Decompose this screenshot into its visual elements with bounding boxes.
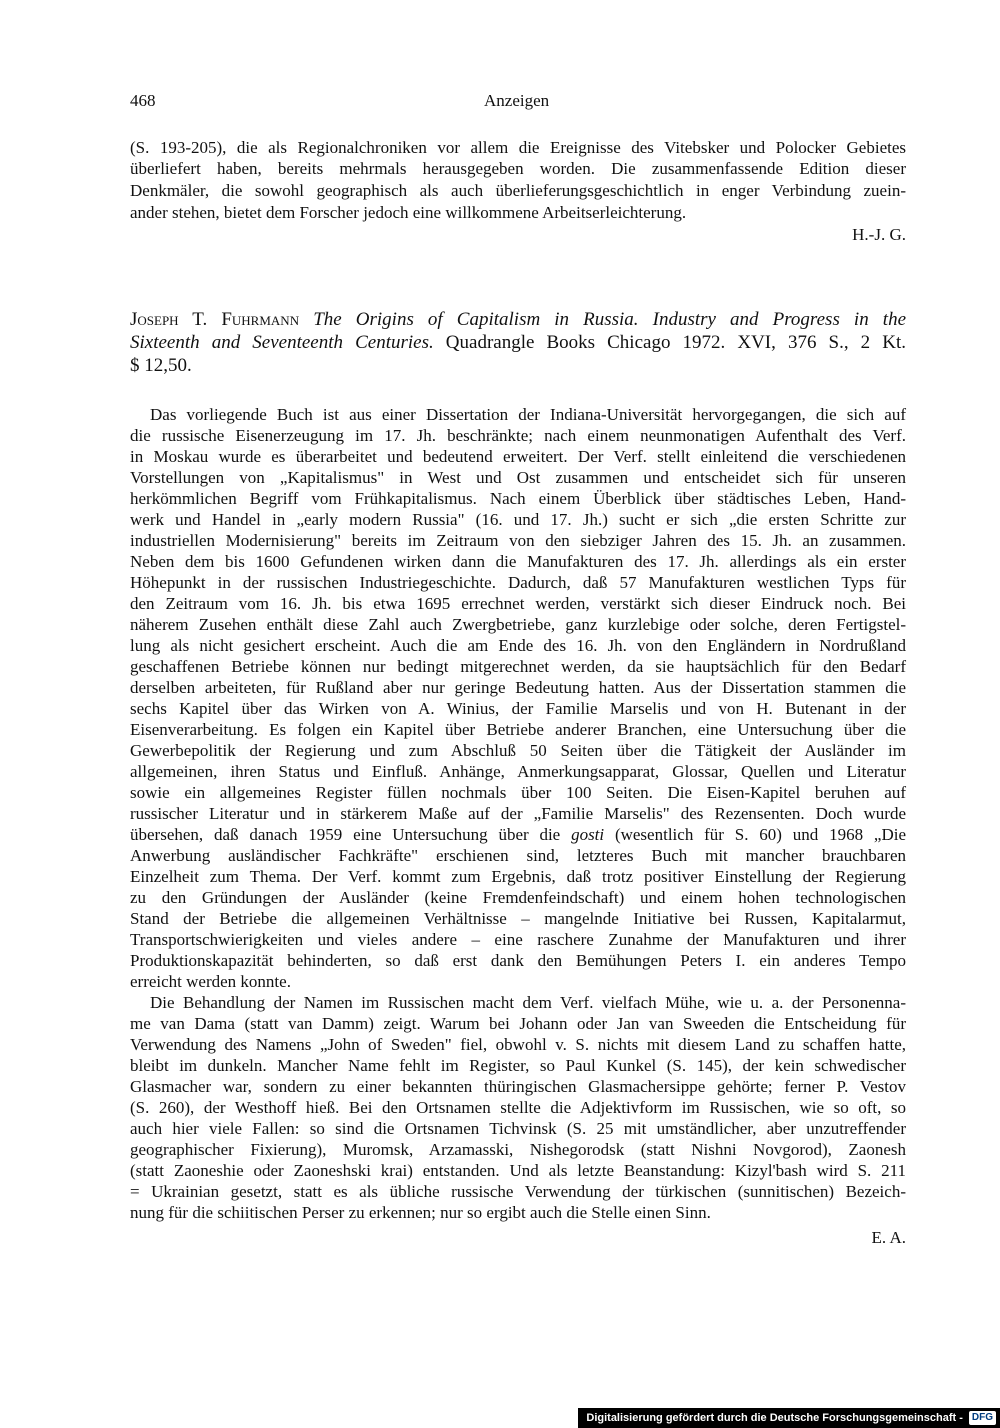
text-line: lung als nicht gesichert erscheint. Auch die am Ende des 16. Jh. von den Engländern in Nordrußland: [130, 636, 906, 655]
book-title-cont: Sixteenth and Seventeenth Centuries.: [130, 332, 434, 353]
text-line: Neben dem bis 1600 Gefundenen wirken dann die Manufakturen des 17. Jh. allerdings als ein erster: [130, 552, 906, 571]
text-line: me van Dama (statt van Damm) zeigt. Warum bei Johann oder Jan van Sweeden die Entscheidung für: [130, 1014, 906, 1033]
book-price: $ 12,50.: [130, 355, 192, 376]
book-imprint: Quadrangle Books Chicago 1972. XVI, 376 S., 2 Kt.: [445, 332, 906, 353]
dfg-logo: DFG: [969, 1411, 996, 1425]
text-line: Eisenverarbeitung. Es folgen ein Kapitel über Betriebe anderer Branchen, eine Untersuchung über die: [130, 720, 906, 739]
text-line: = Ukrainian gesetzt, statt es als übliche russische Verwendung der türkischen (sunnitischen) Bezeich-: [130, 1182, 906, 1201]
text-line: Gewerbepolitik der Regierung und zum Abschluß 50 Seiten über die Tätigkeit der Ausländer im: [130, 741, 906, 760]
reviewer-signature: E. A.: [871, 1228, 906, 1247]
text-line: den Zeitraum vom 16. Jh. bis etwa 1695 errechnet werden, verstärkt sich dieser Eindruck noch. Bei: [130, 594, 906, 613]
text-line: ander stehen, bietet dem Forscher jedoch eine willkommene Arbeitserleichterung.: [130, 203, 687, 222]
page-number: 468: [130, 91, 156, 110]
text-line: geographischer Fixierung), Muromsk, Arzamasski, Nishegorodsk (statt Nishni Novgorod), Zaonesh: [130, 1140, 906, 1159]
text-line: (S. 260), der Westhoff hieß. Bei den Ortsnamen stellte die Adjektivform im Russischen, wie so oft, so: [130, 1098, 906, 1117]
text-line: (statt Zaoneshie oder Zaoneshski krai) entstanden. Und als letzte Beanstandung: Kizyl'bash wird S. 211: [130, 1161, 906, 1180]
text-line: Vorstellungen von „Kapitalismus" in West und Ost zusammen und entscheidet sich für unseren: [130, 468, 906, 487]
book-title: The Origins of Capitalism in Russia. Industry and Progress in the: [313, 309, 907, 330]
text-line: werk und Handel in „early modern Russia" (16. und 17. Jh.) sucht er sich „die ersten Schritte zur: [130, 510, 906, 529]
book-author: Joseph T. Fuhrmann: [130, 309, 300, 330]
italic-term: gosti: [571, 825, 605, 844]
text-line: Denkmäler, die sowohl geographisch als auch überlieferungsgeschichtlich in enger Verbindung zuein-: [130, 181, 906, 200]
text-line: Transportschwierigkeiten und vieles andere – eine raschere Zunahme der Manufakturen und ihrer: [130, 930, 906, 949]
text-line: näherem Zusehen enthält diese Zahl auch Zwergbetriebe, ganz kurzlebige oder solche, deren Fertigstel-: [130, 615, 906, 634]
heading-line: [130, 308, 906, 332]
text-line: (S. 193-205), die als Regionalchroniken vor allem die Ereignisse des Vitebsker und Polocker Gebietes: [130, 138, 906, 157]
text-line: zu den Gründungen der Ausländer (keine Fremdenfeindschaft) und einem hohen technologischen: [130, 888, 906, 907]
text-line: geschaffenen Betriebe können nur bedingt mitgerechnet werden, da sie hauptsächlich für den Bedarf: [130, 657, 906, 676]
text-line: [130, 824, 906, 845]
text-line: auch hier viele Fallen: so sind die Ortsnamen Tichvinsk (S. 25 mit umständlicher, aber unzutreffender: [130, 1119, 906, 1138]
text-line: Verwendung des Namens „John of Sweden" fiel, obwohl v. S. nichts mit diesem Land zu schaffen hatte,: [130, 1035, 906, 1054]
text-line: derselben arbeiteten, für Rußland aber nur geringe Bedeutung hatten. Aus der Dissertation stammen die: [130, 678, 906, 697]
text-line: Anwerbung ausländischer Fachkräfte" erschienen sind, letzteres Buch mit mancher brauchbaren: [130, 846, 906, 865]
text-line: Glasmacher war, sondern zu einer bekannten thüringischen Glasmachersippe gehörte; ferner P. Vestov: [130, 1077, 906, 1096]
text-line: Die Behandlung der Namen im Russischen macht dem Verf. vielfach Mühe, wie u. a. der Personenna-: [150, 993, 906, 1012]
text-line: Stand der Betriebe die allgemeinen Verhältnisse – mangelnde Initiative bei Russen, Kapitalarmut,: [130, 909, 906, 928]
text-line: bleibt im dunkeln. Mancher Name fehlt im Register, so Paul Kunkel (S. 145), der kein schwedischer: [130, 1056, 906, 1075]
running-head: Anzeigen: [484, 91, 550, 110]
text-fragment: übersehen, daß danach 1959 eine Untersuchung über die: [130, 825, 561, 844]
text-line: Einzelheit zum Thema. Der Verf. kommt zum Ergebnis, daß trotz positiver Einstellung der Regierung: [130, 867, 906, 886]
text-line: erreicht werden konnte.: [130, 972, 291, 991]
text-line: Das vorliegende Buch ist aus einer Dissertation der Indiana-Universität hervorgegangen, die sich auf: [150, 405, 906, 424]
text-line: allgemeinen, ihren Status und Einfluß. Anhänge, Anmerkungsapparat, Glossar, Quellen und Literatur: [130, 762, 906, 781]
text-line: russischer Literatur und in stärkerem Maße auf der „Familie Marselis" des Rezensenten. Doch wurde: [130, 804, 906, 823]
footer-text: Digitalisierung gefördert durch die Deutsche Forschungsgemeinschaft -: [586, 1412, 963, 1424]
heading-line: [130, 331, 906, 355]
text-fragment: (wesentlich für S. 60) und 1968 „Die: [614, 825, 907, 844]
text-line: industriellen Modernisierung" bereits im Zeitraum von den siebziger Jahren des 15. Jh. an zusammen.: [130, 531, 906, 550]
text-line: Produktionskapazität behinderten, so daß erst dank den Bemühungen Peters I. ein anderes Tempo: [130, 951, 906, 970]
text-line: sechs Kapitel über das Wirken von A. Winius, der Familie Marselis und von H. Butenant in der: [130, 699, 906, 718]
text-line: Höhepunkt in der russischen Industriegeschichte. Dadurch, daß 57 Manufakturen westlichen Typs für: [130, 573, 906, 592]
text-line: die russische Eisenerzeugung im 17. Jh. beschränkte; nach einem neunmonatigen Aufenthalt des Verf.: [130, 426, 906, 445]
text-line: sowie ein allgemeines Register füllen nochmals über 100 Seiten. Die Eisen-Kapitel beruhen auf: [130, 783, 906, 802]
text-line: in Moskau wurde es überarbeitet und bedeutend erweitert. Der Verf. stellt einleitend die verschiedenen: [130, 447, 906, 466]
text-line: nung für die schiitischen Perser zu erkennen; nur so ergibt auch die Stelle einen Sinn.: [130, 1203, 711, 1222]
reviewer-signature: H.-J. G.: [852, 225, 906, 244]
digitization-footer: [578, 1408, 1000, 1428]
text-line: überliefert haben, bereits mehrmals herausgegeben worden. Die zusammenfassende Edition dieser: [130, 159, 906, 178]
text-line: herkömmlichen Begriff vom Frühkapitalismus. Nach einem Überblick über städtisches Leben, Hand-: [130, 489, 906, 508]
